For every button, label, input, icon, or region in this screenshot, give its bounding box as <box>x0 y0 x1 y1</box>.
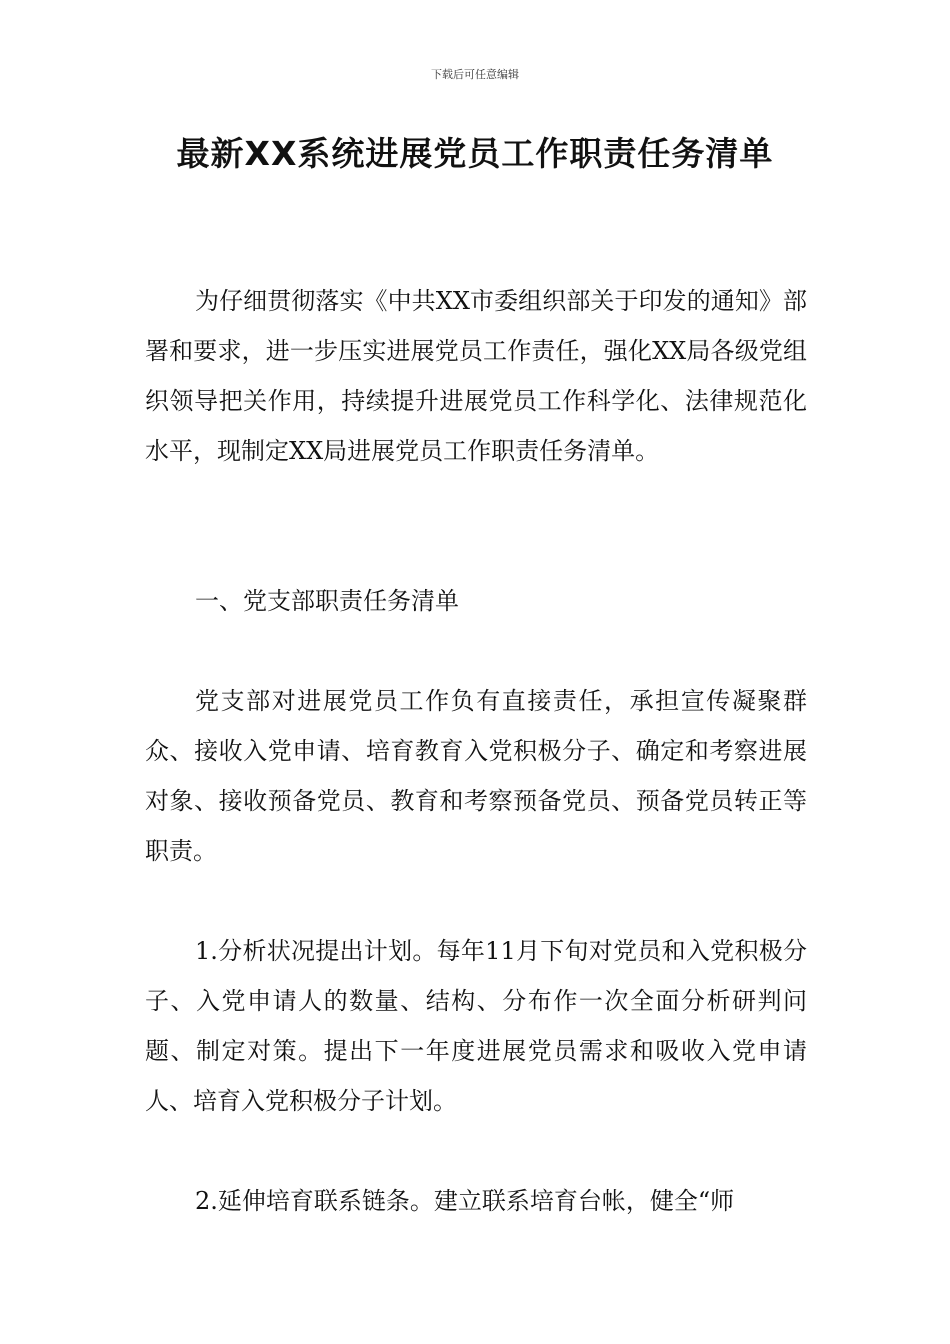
intro-paragraph: 为仔细贯彻落实《中共XX市委组织部关于印发的通知》部署和要求，进一步压实进展党员工作责任，强化XX局各级党组织领导把关作用，持续提升进展党员工作科学化、法律规范化水平，现制定XX局进展党员工作职责任务清单。 <box>145 287 807 465</box>
section-heading: 一、党支部职责任务清单 <box>195 587 459 615</box>
item-2-paragraph: 2.延伸培育联系链条。建立联系培育台帐，健全“师 <box>195 1187 735 1215</box>
header-note: 下载后可任意编辑 <box>431 68 519 81</box>
item-1-paragraph: 1.分析状况提出计划。每年11月下旬对党员和入党积极分子、入党申请人的数量、结构、分布作一次全面分析研判问题、制定对策。提出下一年度进展党员需求和吸收入党申请人、培育入党积极分子计划。 <box>145 937 807 1115</box>
branch-duties-paragraph: 党支部对进展党员工作负有直接责任，承担宣传凝聚群众、接收入党申请、培育教育入党积极分子、确定和考察进展对象、接收预备党员、教育和考察预备党员、预备党员转正等职责。 <box>145 687 807 865</box>
document-title: 最新XX系统进展党员工作职责任务清单 <box>176 134 774 173</box>
